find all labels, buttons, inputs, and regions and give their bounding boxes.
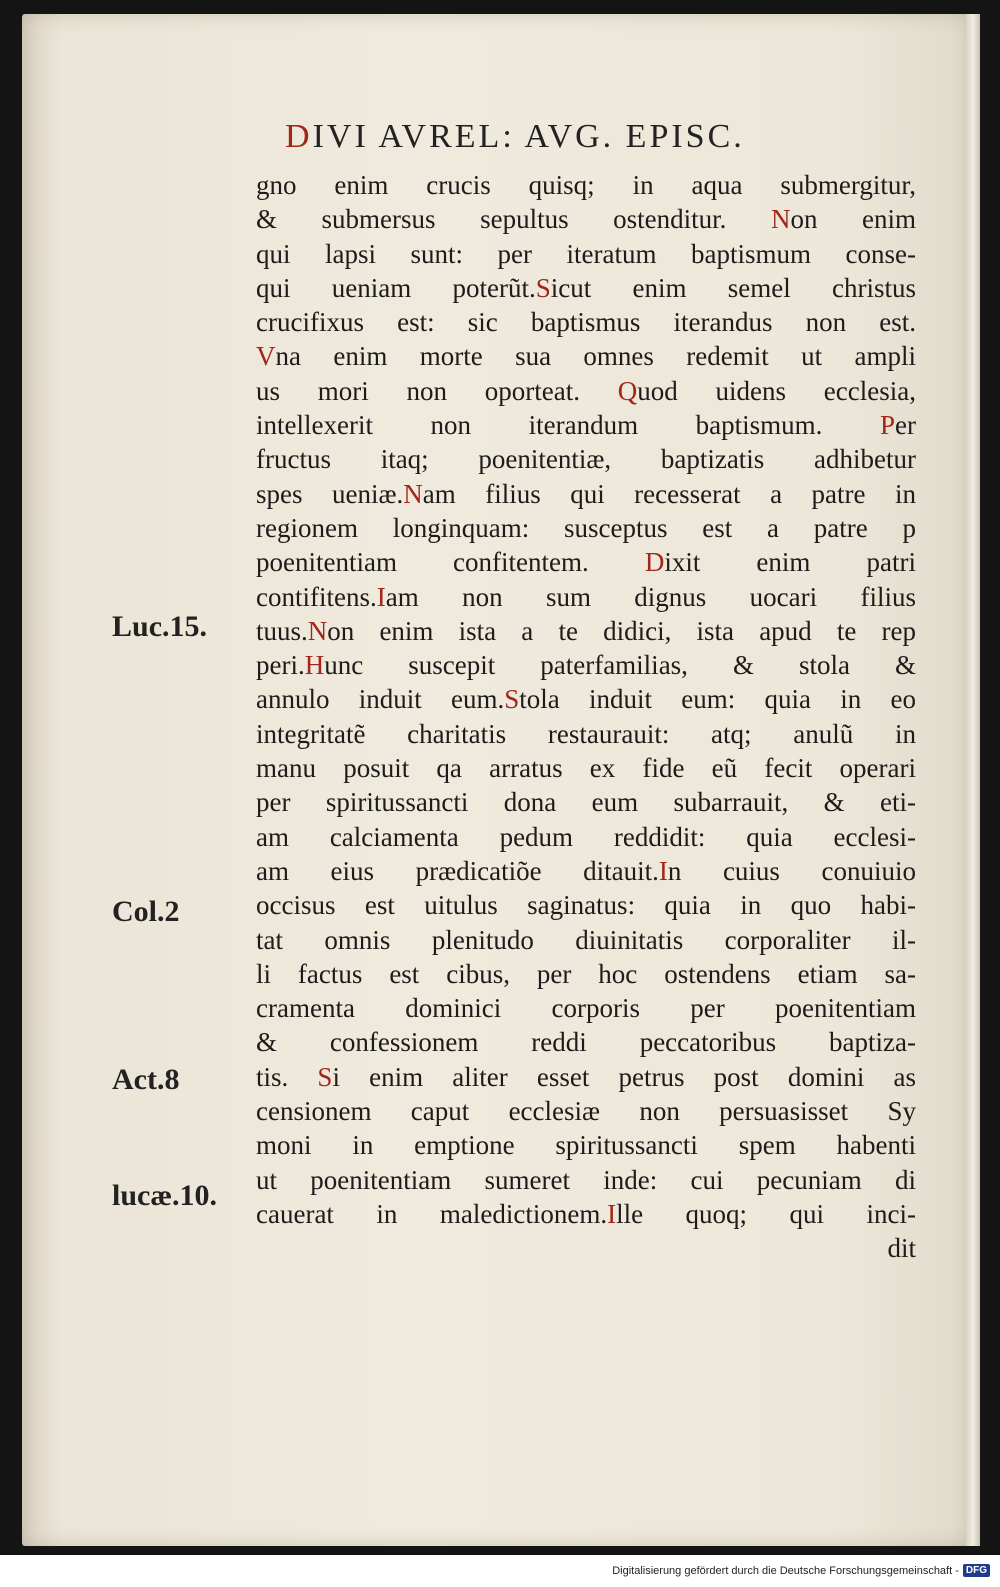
text-line xyxy=(256,545,916,579)
rubricated-initial: N xyxy=(403,478,423,509)
text-line xyxy=(256,648,916,682)
text-line xyxy=(256,751,916,785)
text-segment: li factus est cibus, per hoc ostendens etiam sa- xyxy=(256,958,916,989)
text-segment: poenitentiam confitentem. xyxy=(256,547,645,578)
text-segment: am eius prædicatiõe ditauit. xyxy=(256,855,659,886)
text-segment: icut enim semel christus xyxy=(550,272,916,303)
page-edge xyxy=(966,14,980,1546)
text-segment: cramenta dominici corporis per poenitentiam xyxy=(256,993,916,1024)
text-segment: am calciamenta pedum reddidit: quia ecclesi- xyxy=(256,821,916,852)
text-segment: tis. xyxy=(256,1061,318,1092)
text-segment: tat omnis plenitudo diuinitatis corporaliter il- xyxy=(256,924,916,955)
text-line xyxy=(256,1060,916,1094)
text-segment: cauerat in maledictionem. xyxy=(256,1198,608,1229)
text-line xyxy=(256,820,916,854)
main-text-block xyxy=(256,168,916,1266)
text-line xyxy=(256,888,916,922)
rubricated-initial: V xyxy=(256,341,276,372)
running-head-initial: D xyxy=(285,118,313,155)
text-segment: i enim aliter esset petrus post domini as xyxy=(332,1061,916,1092)
text-segment: ixit enim patri xyxy=(664,547,916,578)
text-segment: moni in emptione spiritussancti spem habenti xyxy=(256,1130,916,1161)
text-segment: censionem caput ecclesiæ non persuasisset Sy xyxy=(256,1096,916,1127)
digitization-footer xyxy=(612,1564,990,1577)
rubricated-initial: D xyxy=(644,547,665,578)
text-line xyxy=(256,682,916,716)
rubricated-initial: N xyxy=(770,204,791,235)
text-segment: qui ueniam poterũt. xyxy=(256,272,536,303)
text-line xyxy=(256,168,916,202)
text-segment: na enim morte sua omnes redemit ut ampli xyxy=(275,341,916,372)
text-segment: & submersus sepultus ostenditur. xyxy=(256,204,771,235)
text-segment: on enim xyxy=(790,204,916,235)
text-segment: tola induit eum: quia in eo xyxy=(519,684,916,715)
running-head xyxy=(285,118,895,156)
text-line xyxy=(256,717,916,751)
rubricated-initial: P xyxy=(879,410,896,441)
text-segment: ut poenitentiam sumeret inde: cui pecuniam di xyxy=(256,1164,916,1195)
text-line xyxy=(256,854,916,888)
rubricated-initial: H xyxy=(304,650,325,681)
rubricated-initial: I xyxy=(658,855,668,886)
text-segment: n cuius conuiuio xyxy=(667,855,916,886)
text-line xyxy=(256,614,916,648)
text-line xyxy=(256,1197,916,1231)
text-line xyxy=(256,1025,916,1059)
text-line xyxy=(256,305,916,339)
text-segment: am filius qui recesserat a patre in xyxy=(422,478,916,509)
rubricated-initial: Q xyxy=(617,375,638,406)
rubricated-initial: I xyxy=(607,1198,617,1229)
text-line xyxy=(256,785,916,819)
text-segment: & confessionem reddi peccatoribus baptiza- xyxy=(256,1027,916,1058)
rubricated-initial: S xyxy=(317,1061,333,1092)
text-line xyxy=(256,957,916,991)
text-segment: crucifixus est: sic baptismus iterandus non est. xyxy=(256,307,916,338)
text-line xyxy=(256,339,916,373)
text-segment: er xyxy=(895,410,916,441)
text-line xyxy=(256,408,916,442)
text-segment: lle quoq; qui inci- xyxy=(616,1198,916,1229)
rubricated-initial: S xyxy=(535,272,551,303)
text-line xyxy=(256,991,916,1025)
text-segment: intellexerit non iterandum baptismum. xyxy=(256,410,880,441)
text-line xyxy=(256,511,916,545)
text-segment: uod uidens ecclesia, xyxy=(637,375,916,406)
text-line xyxy=(256,1163,916,1197)
text-segment: qui lapsi sunt: per iteratum baptismum conse- xyxy=(256,238,916,269)
margin-note: Luc.15. xyxy=(112,609,208,643)
footer-text: Digitalisierung gefördert durch die Deutsche Forschungsgemeinschaft - xyxy=(612,1564,959,1577)
text-segment: manu posuit qa arratus ex fide eũ fecit operari xyxy=(256,753,916,784)
text-line xyxy=(256,202,916,236)
text-segment: dit xyxy=(887,1233,916,1264)
dfg-logo: DFG xyxy=(963,1564,990,1577)
text-segment: integritatẽ charitatis restaurauit: atq; anulũ in xyxy=(256,718,916,749)
text-line xyxy=(256,374,916,408)
text-segment: gno enim crucis quisq; in aqua submergitur, xyxy=(256,170,916,200)
text-line xyxy=(256,237,916,271)
text-segment: per spiritussancti dona eum subarrauit, & eti- xyxy=(256,787,916,818)
text-line xyxy=(256,580,916,614)
text-line xyxy=(256,923,916,957)
text-segment: am non sum dignus uocari filius xyxy=(385,581,916,612)
text-line xyxy=(256,477,916,511)
text-segment: contifitens. xyxy=(256,581,377,612)
rubricated-initial: I xyxy=(376,581,386,612)
text-segment: annulo induit eum. xyxy=(256,684,505,715)
margin-note: Col.2 xyxy=(112,894,180,928)
text-segment: tuus. xyxy=(256,615,308,646)
text-segment: peri. xyxy=(256,650,305,681)
text-line xyxy=(256,1094,916,1128)
text-line xyxy=(256,271,916,305)
rubricated-initial: N xyxy=(307,615,328,646)
margin-note: Act.8 xyxy=(112,1062,180,1096)
text-segment: fructus itaq; poenitentiæ, baptizatis adhibetur xyxy=(256,444,916,475)
text-segment: spes ueniæ. xyxy=(256,478,404,509)
text-line xyxy=(256,1231,916,1265)
text-segment: occisus est uitulus saginatus: quia in quo habi- xyxy=(256,890,916,921)
text-line xyxy=(256,1128,916,1162)
text-segment: on enim ista a te didici, ista apud te rep xyxy=(327,615,916,646)
text-segment: unc suscepit paterfamilias, & stola & xyxy=(324,650,916,681)
margin-note: lucæ.10. xyxy=(112,1179,217,1213)
text-segment: regionem longinquam: susceptus est a patre p xyxy=(256,512,916,543)
running-head-text: IVI AVREL: AVG. EPISC. xyxy=(312,118,745,155)
rubricated-initial: S xyxy=(504,684,520,715)
text-line xyxy=(256,442,916,476)
text-segment: us mori non oporteat. xyxy=(256,375,618,406)
